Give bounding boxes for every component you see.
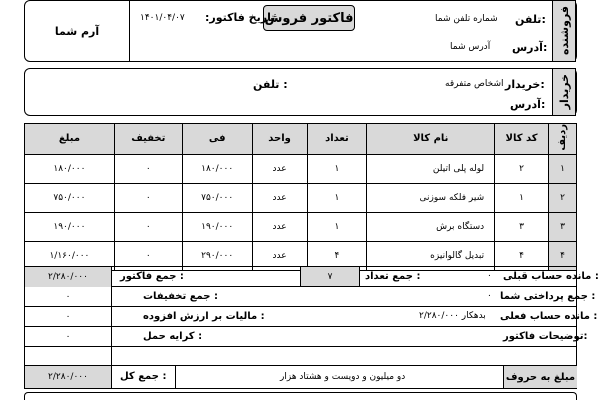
total-qty-value: ۷ (300, 267, 360, 286)
table-row (25, 212, 577, 241)
total-qty-label: جمع تعداد : (365, 271, 421, 282)
table-row (25, 154, 577, 183)
buyer-name-value: اشخاص متفرقه (445, 79, 504, 89)
cell-qty: ۱ (307, 212, 367, 241)
cell-row: ۲ (549, 183, 577, 212)
header-unit: واحد (252, 124, 307, 155)
cell-row: ۳ (549, 212, 577, 241)
invoice-date-label: تاریخ فاکتور: (205, 11, 276, 24)
prev-balance-value: ۰ (487, 271, 492, 281)
shipping-label: کرایه حمل : (143, 331, 203, 342)
summary-empty-cell (25, 347, 112, 366)
cell-unit: عدد (252, 241, 307, 270)
cell-price: ۱۹۰/۰۰۰ (182, 212, 252, 241)
cell-amount: ۷۵۰/۰۰۰ (25, 183, 115, 212)
header-row (549, 124, 577, 155)
seller-address-label: آدرس: (512, 41, 548, 54)
cell-name: دستگاه برش (367, 212, 495, 241)
cell-qty: ۱ (307, 154, 367, 183)
cell-row: ۴ (549, 241, 577, 270)
header-price: فی (182, 124, 252, 155)
cell-name: تبدیل گالوانیزه (367, 241, 495, 270)
cell-price: ۷۵۰/۰۰۰ (182, 183, 252, 212)
header-name: نام کالا (367, 124, 495, 155)
header-discount: تخفیف (114, 124, 182, 155)
vat-value: ۰ (25, 307, 112, 327)
footer-box (24, 392, 577, 400)
seller-box (24, 0, 577, 62)
cell-unit: عدد (252, 154, 307, 183)
table-header-row (25, 124, 577, 155)
buyer-phone-label: تلفن : (253, 78, 288, 91)
shipping-value: ۰ (25, 327, 112, 347)
paid-label: جمع پرداختی شما : (500, 291, 596, 302)
header-qty: تعداد (307, 124, 367, 155)
discount-sum-value: ۰ (25, 287, 112, 307)
seller-phone-value: شماره تلفن شما (435, 14, 498, 24)
vat-label: مالیات بر ارزش افزوده : (143, 311, 265, 322)
buyer-section-label (552, 68, 576, 116)
grand-total-label: جمع کل : (120, 371, 167, 382)
seller-address-value: آدرس شما (450, 42, 491, 52)
paid-value: ۰ (487, 291, 492, 301)
invoice-title (263, 5, 355, 31)
buyer-address-label: آدرس: (510, 98, 546, 111)
cell-code: ۱ (495, 183, 549, 212)
summary-block (24, 266, 599, 366)
prev-balance-label: مانده حساب قبلی : (503, 271, 599, 282)
cell-unit: عدد (252, 212, 307, 241)
seller-section-label (552, 0, 576, 62)
table-row (25, 183, 577, 212)
header-row-text: ردیف (557, 124, 568, 151)
cell-code: ۴ (495, 241, 549, 270)
words-divider (175, 366, 176, 388)
cell-unit: عدد (252, 183, 307, 212)
buyer-name-label: خریدار: (505, 78, 545, 91)
cell-amount: ۱۸۰/۰۰۰ (25, 154, 115, 183)
seller-phone-label: تلفن: (515, 13, 546, 26)
logo-text: آرم شما (54, 25, 100, 38)
cell-code: ۲ (495, 154, 549, 183)
notes-label: توضیحات فاکتور: (503, 331, 588, 342)
cell-amount: ۱/۱۶۰/۰۰۰ (25, 241, 115, 270)
amount-in-words-row (24, 365, 577, 389)
header-amount: مبلغ (25, 124, 115, 155)
words-label: مبلغ به حروف (503, 366, 577, 388)
cell-discount: ۰ (114, 212, 182, 241)
seller-section-text: فروشنده (557, 6, 571, 56)
header-divider (129, 1, 130, 62)
cell-name: لوله پلی اتیلن (367, 154, 495, 183)
buyer-section-text: خریدار (557, 74, 571, 110)
cell-qty: ۴ (307, 241, 367, 270)
cell-price: ۱۸۰/۰۰۰ (182, 154, 252, 183)
cell-amount: ۱۹۰/۰۰۰ (25, 212, 115, 241)
cell-row: ۱ (549, 154, 577, 183)
buyer-box (24, 68, 577, 116)
cell-qty: ۱ (307, 183, 367, 212)
current-balance-value: ۲/۲۸۰/۰۰۰ بدهکار (419, 311, 486, 321)
logo-placeholder (25, 1, 129, 62)
invoice-date-value: ۱۴۰۱/۰۴/۰۷ (140, 13, 185, 23)
cell-discount: ۰ (114, 183, 182, 212)
cell-price: ۲۹۰/۰۰۰ (182, 241, 252, 270)
words-value: دو میلیون و دویست و هشتاد هزار (280, 372, 406, 382)
grand-total-value: ۲/۲۸۰/۰۰۰ (25, 366, 112, 388)
discount-sum-label: جمع تخفیفات : (143, 291, 218, 302)
cell-discount: ۰ (114, 241, 182, 270)
invoice-sum-value: ۲/۲۸۰/۰۰۰ (25, 267, 112, 287)
cell-code: ۳ (495, 212, 549, 241)
cell-discount: ۰ (114, 154, 182, 183)
invoice-title-text: فاکتور فروش (264, 10, 354, 26)
items-table (24, 123, 577, 271)
invoice-sum-label: جمع فاکتور : (120, 271, 184, 282)
current-balance-label: مانده حساب فعلی : (500, 311, 598, 322)
header-code: کد کالا (495, 124, 549, 155)
cell-name: شیر فلکه سوزنی (367, 183, 495, 212)
